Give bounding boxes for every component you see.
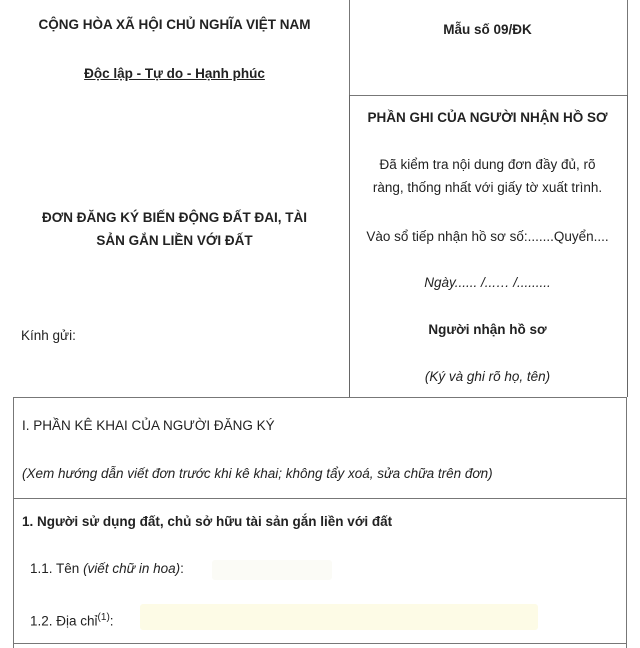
form-title-line2: SẢN GẮN LIỀN VỚI ĐẤT	[96, 233, 253, 248]
item1-1-value-field[interactable]	[212, 560, 332, 580]
section1-heading: I. PHẦN KÊ KHAI CỦA NGƯỜI ĐĂNG KÝ	[22, 418, 275, 433]
item1-2-value-field[interactable]	[140, 604, 538, 630]
item1-1-row	[30, 561, 184, 576]
form-number-box	[349, 0, 628, 96]
receiver-title: Người nhận hồ sơ	[428, 322, 547, 337]
receiver-box	[349, 95, 628, 397]
addressee-label: Kính gửi:	[21, 328, 76, 343]
item1-1-label: 1.1. Tên	[30, 561, 80, 576]
form-number: Mẫu số 09/ĐK	[443, 22, 532, 37]
item1-heading: 1. Người sử dụng đất, chủ sở hữu tài sản gắn liền với đất	[22, 514, 393, 529]
receiver-signature-note: (Ký và ghi rõ họ, tên)	[424, 369, 551, 384]
section1-left-rule	[13, 397, 14, 648]
item1-1-colon: :	[180, 561, 184, 576]
bottom-rule	[13, 643, 627, 644]
section1-divider-rule	[13, 498, 627, 499]
receiver-heading: PHẦN GHI CỦA NGƯỜI NHẬN HỒ SƠ	[367, 110, 608, 125]
form-title-line1: ĐƠN ĐĂNG KÝ BIẾN ĐỘNG ĐẤT ĐAI, TÀI	[41, 210, 308, 225]
section1-right-rule	[626, 397, 627, 648]
receiver-date-line: Ngày...... /...… /.........	[424, 275, 551, 290]
receiver-check-line1: Đã kiểm tra nội dung đơn đầy đủ, rõ	[379, 157, 596, 172]
item1-2-row	[30, 612, 114, 629]
item1-2-footnote: (1)	[97, 612, 110, 623]
receiver-registry-line: Vào sổ tiếp nhận hồ sơ số:.......Quyển....	[366, 229, 609, 244]
section1-top-rule	[13, 397, 627, 398]
item1-2-label: 1.2. Địa chỉ	[30, 613, 98, 629]
receiver-check-line2: ràng, thống nhất với giấy tờ xuất trình.	[372, 180, 603, 195]
nation-heading: CỘNG HÒA XÃ HỘI CHỦ NGHĨA VIỆT NAM	[38, 17, 311, 32]
motto: Độc lập - Tự do - Hạnh phúc	[84, 66, 265, 81]
item1-2-colon: :	[109, 613, 114, 629]
section1-instruction: (Xem hướng dẫn viết đơn trước khi kê khai; không tẩy xoá, sửa chữa trên đơn)	[22, 466, 493, 481]
item1-1-hint: (viết chữ in hoa)	[83, 561, 181, 576]
